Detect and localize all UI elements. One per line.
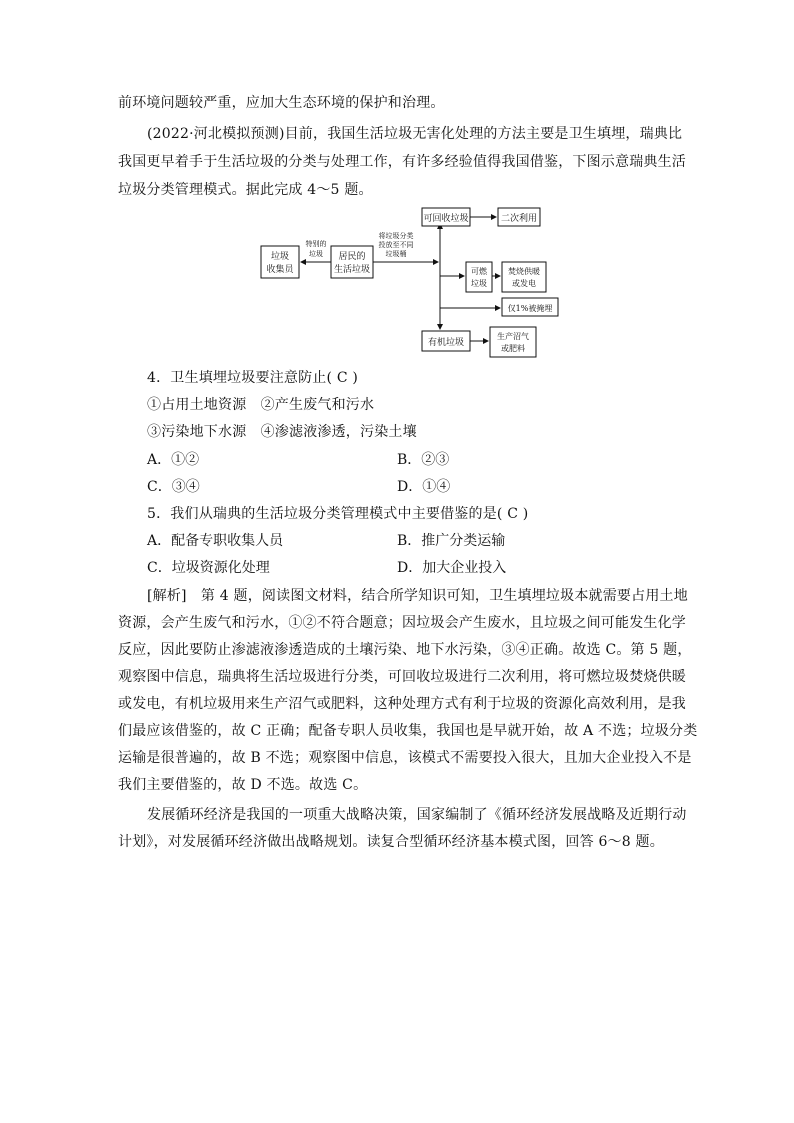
biogas-box <box>490 327 536 357</box>
sort-label-2: 投放至不同 <box>378 241 414 249</box>
q4-option-b: B．②③ <box>397 452 450 468</box>
landfill-box <box>502 298 558 316</box>
q4-option-c: C．③④ <box>147 479 200 495</box>
collector-label-1: 垃圾 <box>270 252 290 262</box>
analysis-line-2: 资源，会产生废气和污水，①②不符合题意；因垃圾会产生废水，且垃圾之间可能发生化学 <box>118 615 686 631</box>
q5-option-a: A．配备专职收集人员 <box>147 533 284 549</box>
passage-4-5-line-2: 我国更早着手于生活垃圾的分类与处理工作，有许多经验值得我国借鉴，下图示意瑞典生活 <box>118 154 686 170</box>
biogas-label-1: 生产沼气 <box>497 332 529 341</box>
passage-4-5-line-1: (2022·河北模拟预测)目前，我国生活垃圾无害化处理的方法主要是卫生填埋，瑞典比 <box>147 126 683 142</box>
analysis-line-6: 们最应该借鉴的，故 C 正确；配备专职人员收集，我国也是早就开始，故 A 不选；垃圾分类 <box>118 723 698 739</box>
q5-option-c: C．垃圾资源化处理 <box>147 560 270 576</box>
special-waste-label-2: 垃圾 <box>309 250 323 258</box>
collector-box <box>261 246 299 278</box>
q4-statements-2: ③污染地下水源 ④渗滤液渗透，污染土壤 <box>147 424 417 440</box>
analysis-line-1: [解析] 第 4 题，阅读图文材料，结合所学知识可知，卫生填埋垃圾本就需要占用土地 <box>147 588 688 604</box>
passage-4-5-line-3: 垃圾分类管理模式。据此完成 4～5 题。 <box>118 182 373 198</box>
q4-option-d: D．①④ <box>397 479 451 495</box>
q5-option-b: B．推广分类运输 <box>397 533 506 549</box>
analysis-line-3: 反应，因此要防止渗滤液渗透造成的土壤污染、地下水污染，③④正确。故选 C。第 5 题， <box>118 642 692 658</box>
q5-stem: 5．我们从瑞典的生活垃圾分类管理模式中主要借鉴的是( C ) <box>147 506 529 522</box>
resident-waste-box <box>331 246 373 278</box>
intro-tail-text: 前环境问题较严重，应加大生态环境的保护和治理。 <box>118 95 445 111</box>
analysis-line-5: 或发电，有机垃圾用来生产沼气或肥料，这种处理方式有利于垃圾的资源化高效利用，是我 <box>118 696 686 712</box>
q4-option-a: A．①② <box>147 452 200 468</box>
incinerate-box <box>502 262 546 292</box>
landfill-label: 仅1%被掩埋 <box>507 304 553 313</box>
combustible-label-2: 垃圾 <box>471 279 487 288</box>
analysis-line-7: 运输是很普遍的，故 B 不选；观察图中信息，该模式不需要投入很大，且加大企业投入不是 <box>118 750 692 766</box>
q4-stem: 4．卫生填埋垃圾要注意防止( C ) <box>147 370 359 386</box>
special-waste-label-1: 特别的 <box>305 240 327 248</box>
incinerate-label-1: 焚烧供暖 <box>508 267 540 276</box>
waste-management-diagram <box>250 196 570 360</box>
combustible-box <box>466 262 492 292</box>
reuse-box <box>498 208 540 226</box>
q5-option-d: D．加大企业投入 <box>397 560 507 576</box>
recyclable-box <box>422 208 470 226</box>
q4-statements-1: ①占用土地资源 ②产生废气和污水 <box>147 397 375 413</box>
collector-label-2: 收集员 <box>266 265 294 275</box>
organic-box <box>422 331 470 351</box>
analysis-line-8: 我们主要借鉴的，故 D 不选。故选 C。 <box>118 777 368 793</box>
resident-label-1: 居民的 <box>338 252 366 262</box>
passage-6-8-line-1: 发展循环经济是我国的一项重大战略决策，国家编制了《循环经济发展战略及近期行动 <box>147 807 687 823</box>
combustible-label-1: 可燃 <box>471 267 487 276</box>
analysis-line-4: 观察图中信息，瑞典将生活垃圾进行分类，可回收垃圾进行二次利用，将可燃垃圾焚烧供暖 <box>118 669 686 685</box>
sort-label-3: 垃圾桶 <box>385 250 407 258</box>
incinerate-label-2: 或发电 <box>512 279 536 288</box>
passage-6-8-line-2: 计划》，对发展循环经济做出战略规划。读复合型循环经济基本模式图，回答 6～8 题。 <box>118 834 664 850</box>
biogas-label-2: 或肥料 <box>501 344 525 353</box>
recyclable-label: 可回收垃圾 <box>423 214 469 224</box>
organic-label: 有机垃圾 <box>427 338 465 348</box>
sort-label-1: 将垃圾分类 <box>378 232 414 240</box>
reuse-label: 二次利用 <box>500 214 538 224</box>
resident-label-2: 生活垃圾 <box>333 265 371 275</box>
